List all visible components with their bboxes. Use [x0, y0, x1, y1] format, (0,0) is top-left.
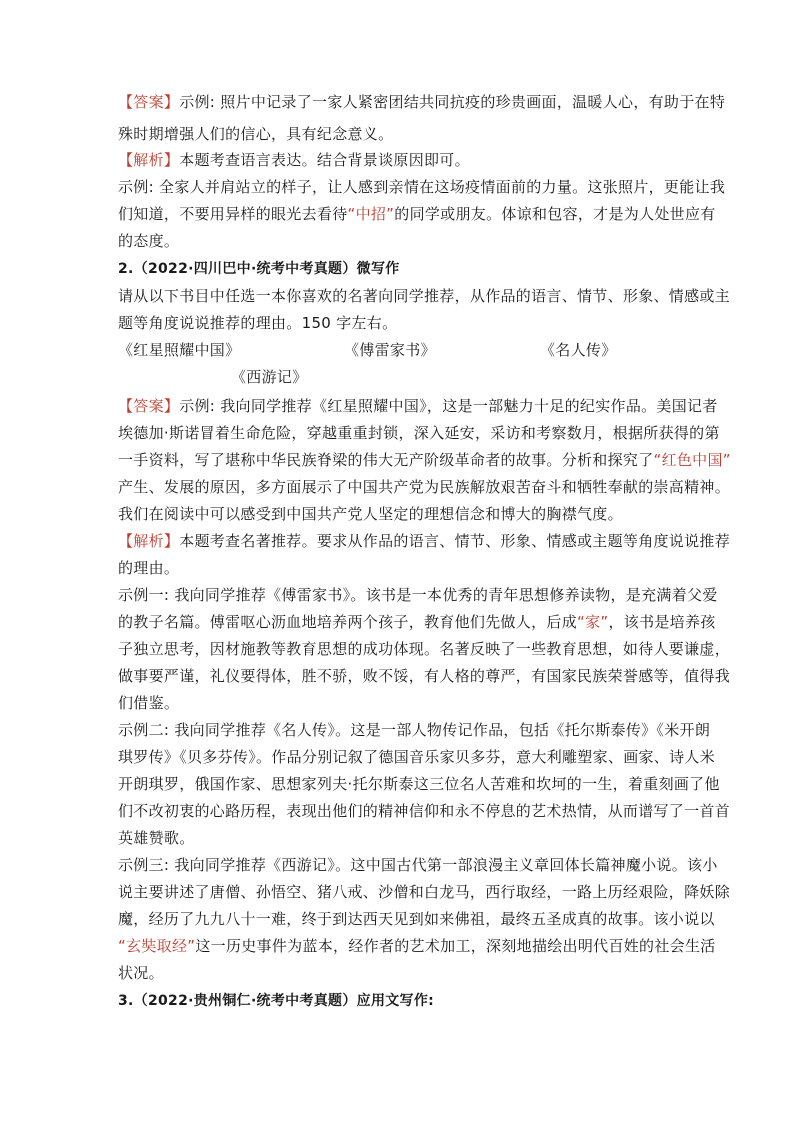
book-option-2: 《傅雷家书》 [344, 341, 436, 359]
q2-example1-line-4: 做事要严谨，礼仪要得体，胜不骄，败不馁，有人格的尊严，有国家民族荣誉感等，值得我 [118, 667, 731, 685]
q2-example1-line-5: 们借鉴。 [118, 694, 180, 712]
q2-answer-line-3: 一手资料，写了堪称中华民族脊梁的伟大无产阶级革命者的故事。分析和探究了“红色中国” [118, 451, 731, 469]
q1-example-line-3: 的态度。 [118, 232, 180, 250]
q1-example-line-1: 示例: 全家人并肩站立的样子，让人感到亲情在这场疫情面前的力量。这张照片，更能让我 [118, 178, 726, 196]
q2-example3-line-3: 魔，经历了九九八十一难，终于到达西天见到如来佛祖，最终五圣成真的故事。该小说以 [118, 910, 715, 928]
q2-answer-line-1: 【答案】示例: 我向同学推荐《红星照耀中国》，这是一部魅力十足的纪实作品。美国记者 [118, 397, 718, 415]
highlighted-term: “中招” [347, 205, 395, 223]
q2-example3-line-5: 状况。 [118, 964, 164, 982]
q2-example3-line-2: 说主要讲述了唐僧、孙悟空、猪八戒、沙僧和白龙马，西行取经，一路上历经艰险，降妖除 [118, 883, 731, 901]
q2-example2-line-2: 琪罗传》《贝多芬传》。作品分别记叙了德国音乐家贝多芬，意大利雕塑家、画家、诗人米 [118, 748, 716, 766]
q2-example3-line-1: 示例三: 我向同学推荐《西游记》。这中国古代第一部浪漫主义章回体长篇神魔小说。该小 [118, 856, 718, 874]
q1-example-line-2: 们知道，不要用异样的眼光去看待“中招”的同学或朋友。体谅和包容，才是为人处世应有 [118, 205, 716, 223]
book-option-1: 《红星照耀中国》 [118, 341, 241, 359]
q2-example2-line-4: 们不改初衷的心路历程，表现出他们的精神信仰和永不停息的艺术热情，从而谱写了一首首 [118, 802, 731, 820]
book-option-4: 《西游记》 [231, 368, 308, 386]
analysis-tag: 【解析】 [118, 151, 180, 169]
q2-answer-line-5: 我们在阅读中可以感受到中国共产党人坚定的理想信念和博大的胸襟气度。 [118, 505, 623, 523]
answer-tag: 【答案】 [118, 397, 180, 415]
q2-header: 2.（2022·四川巴中·统考中考真题）微写作 [118, 261, 400, 277]
q1-answer-line-2: 殊时期增强人们的信心，具有纪念意义。 [118, 125, 394, 143]
highlighted-term: “玄奘取经” [118, 937, 196, 955]
q2-prompt-line-1: 请从以下书目中任选一本你喜欢的名著向同学推荐，从作品的语言、情节、形象、情感或主 [118, 287, 731, 305]
book-option-3: 《名人传》 [540, 341, 617, 359]
q2-example2-line-1: 示例二: 我向同学推荐《名人传》。这是一部人物传记作品，包括《托尔斯泰传》《米开朗 [118, 721, 711, 739]
answer-tag: 【答案】 [118, 93, 180, 111]
q2-example2-line-5: 英雄赞歌。 [118, 829, 195, 847]
q2-analysis-line-2: 的理由。 [118, 559, 180, 577]
q2-answer-line-2: 埃德加·斯诺冒着生命危险，穿越重重封锁，深入延安，采访和考察数月，根据所获得的第 [118, 424, 720, 442]
q2-prompt-line-2: 题等角度说说推荐的理由。150 字左右。 [118, 314, 398, 332]
q3-header: 3.（2022·贵州铜仁·统考中考真题）应用文写作: [118, 993, 435, 1009]
analysis-tag: 【解析】 [118, 532, 180, 550]
q2-analysis-line-1: 【解析】本题考查名著推荐。要求从作品的语言、情节、形象、情感或主题等角度说说推荐 [118, 532, 731, 550]
q2-answer-line-4: 产生、发展的原因，多方面展示了中国共产党为民族解放艰苦奋斗和牺牲奉献的崇高精神。 [118, 478, 731, 496]
highlighted-term: “红色中国” [653, 451, 731, 469]
q1-analysis-line-1: 【解析】本题考查语言表达。结合背景谈原因即可。 [118, 151, 470, 169]
q2-example1-line-2: 的教子名篇。傅雷呕心沥血地培养两个孩子，教育他们先做人，后成“家”，该书是培养孩 [118, 613, 716, 631]
q2-example2-line-3: 开朗琪罗，俄国作家、思想家列夫·托尔斯泰这三位名人苦难和坎坷的一生，着重刻画了他 [118, 775, 720, 793]
q2-example3-line-4: “玄奘取经”这一历史事件为蓝本，经作者的艺术加工，深刻地描绘出明代百姓的社会生活 [118, 937, 716, 955]
q1-answer-line-1: 【答案】示例: 照片中记录了一家人紧密团结共同抗疫的珍贵画面，温暖人心，有助于在特 [118, 93, 726, 111]
q2-example1-line-1: 示例一: 我向同学推荐《傅雷家书》。该书是一本优秀的青年思想修养读物，是充满着父爱 [118, 586, 718, 604]
q2-example1-line-3: 子独立思考，因材施教等教育思想的成功体现。名著反映了一些教育思想，如待人要谦虚， [118, 640, 731, 658]
highlighted-term: “家” [577, 613, 609, 631]
